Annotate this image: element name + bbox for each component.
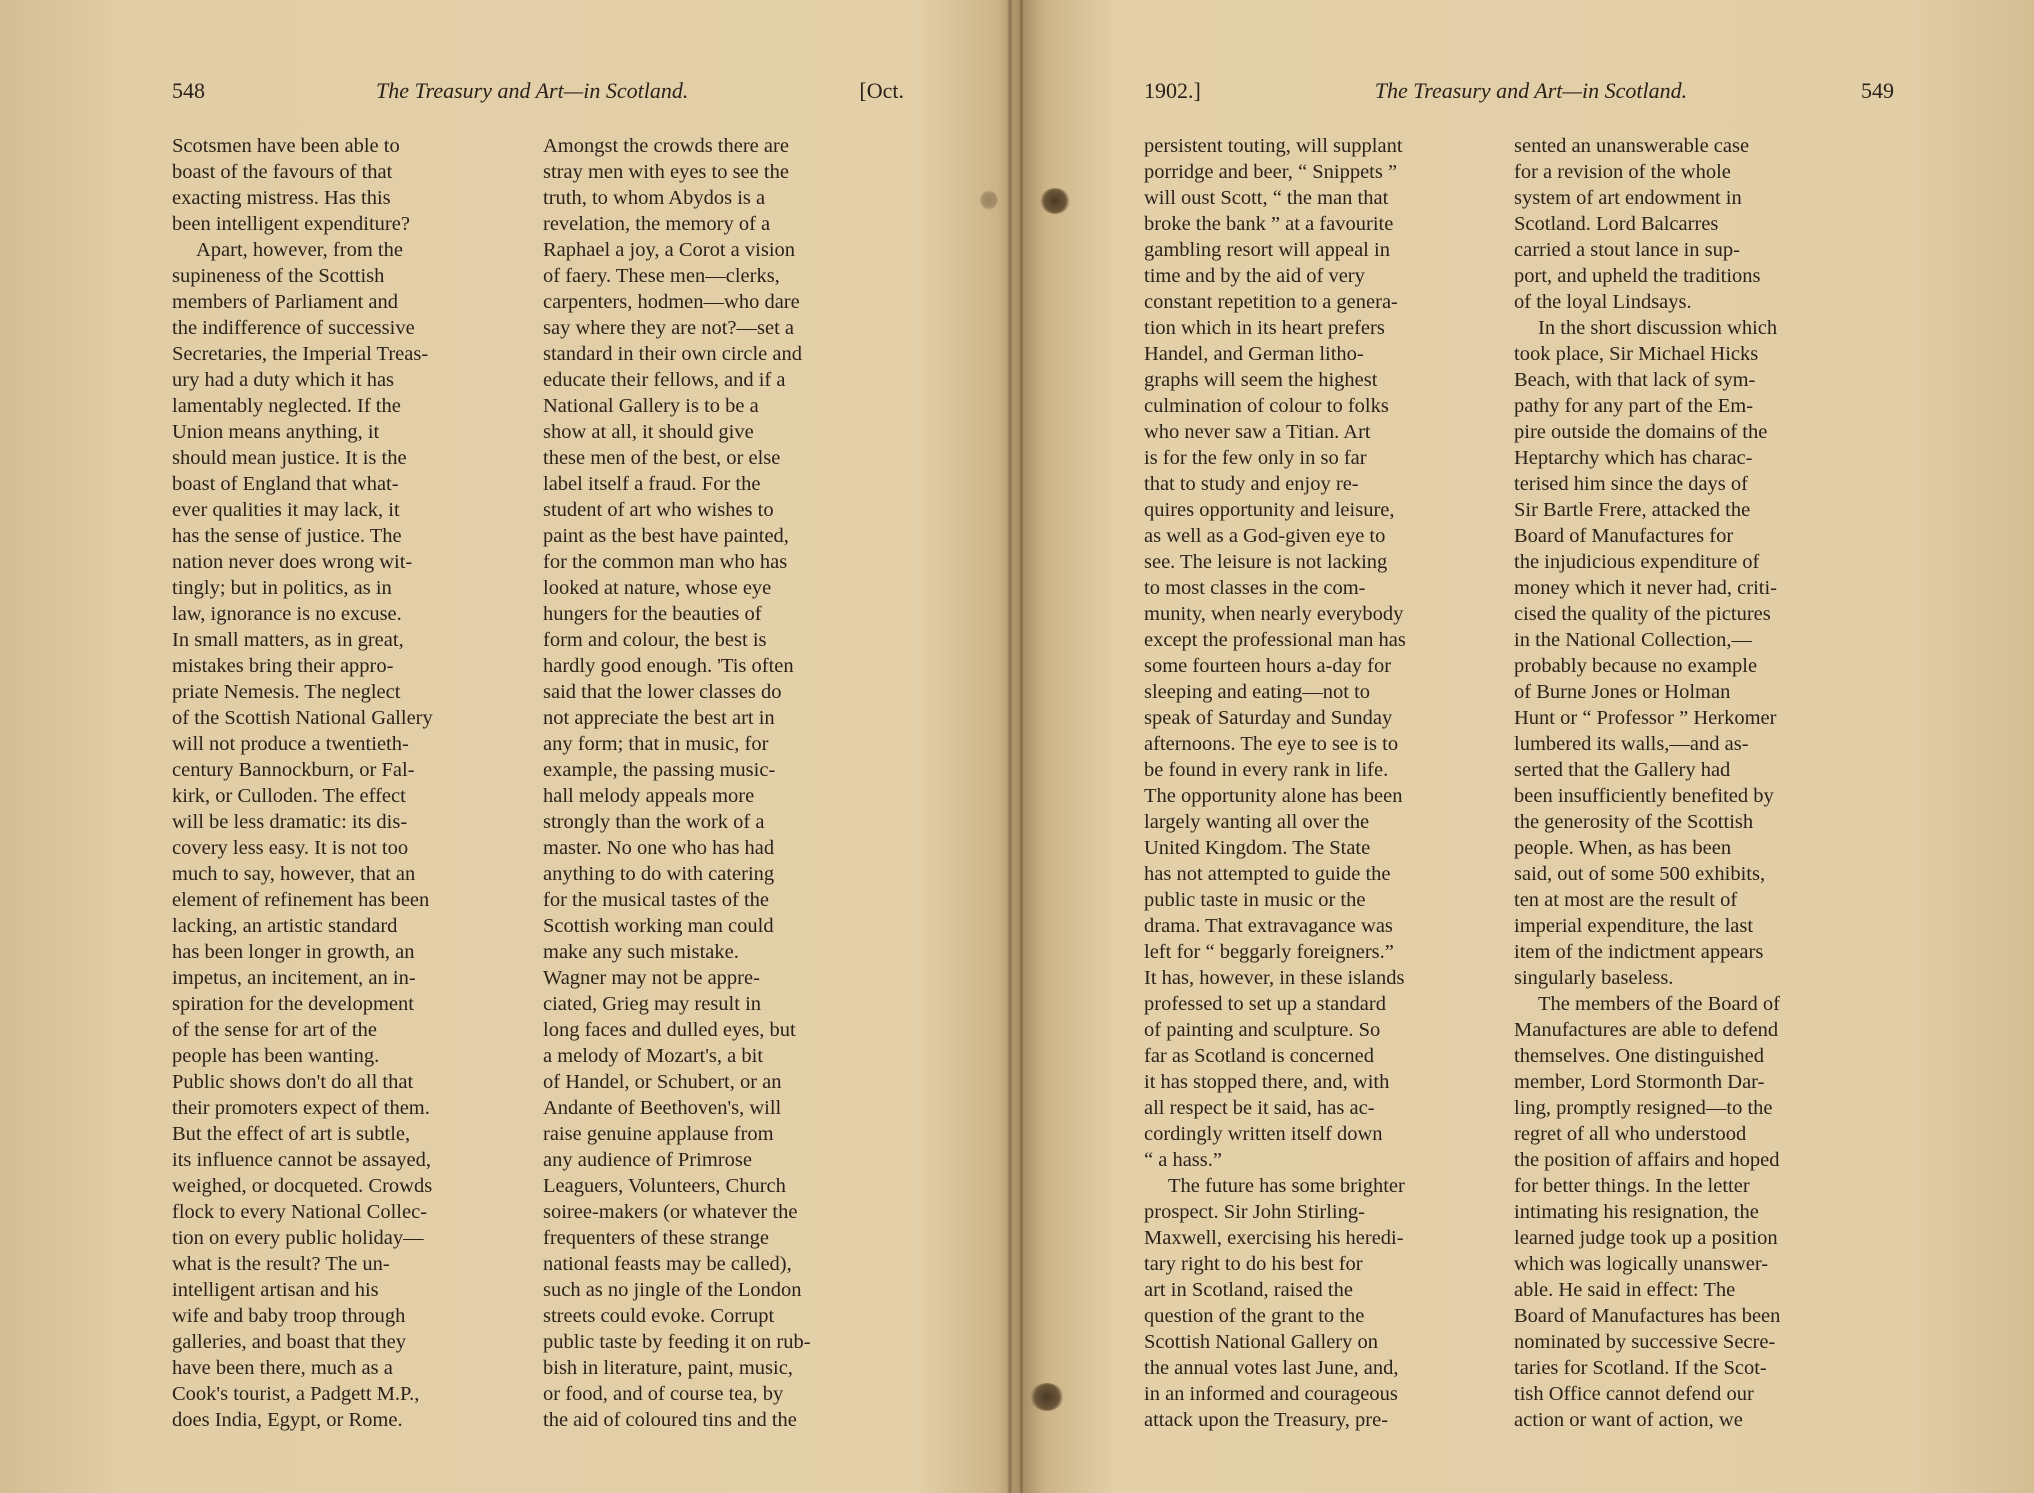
- right-running-year: 1902.]: [1144, 78, 1201, 103]
- paragraph: The future has some brighter prospect. Sir John Stirling- Maxwell, exercising his heredi- tary right to do his best for art in Scotland, raised the question of the grant to the Scottish National Gallery on the annual votes last June, and, in an informed and courageous attack upon the Treasury, pre-: [1144, 1175, 1405, 1431]
- left-running-title: The Treasury and Art—in Scotland.: [376, 78, 689, 103]
- binding-hole: [980, 190, 998, 210]
- left-column-2: [543, 133, 895, 1433]
- right-running-title: The Treasury and Art—in Scotland.: [1374, 78, 1688, 103]
- left-column-1: [172, 133, 524, 1433]
- paragraph: Scotsmen have been able to boast of the favours of that exacting mistress. Has this been intelligent expenditure?: [172, 135, 410, 235]
- left-running-head: [172, 78, 904, 112]
- right-column-2: [1514, 133, 1866, 1433]
- paragraph: sented an unanswerable case for a revision of the whole system of art endowment in Scotland. Lord Balcarres carried a stout lance in sup- port, and upheld the traditions of the loyal Lindsays.: [1514, 135, 1761, 313]
- right-page-number: 549: [1861, 78, 1894, 103]
- left-page: [0, 0, 1010, 1493]
- left-running-month: [Oct.: [859, 78, 904, 103]
- paragraph: The members of the Board of Manufactures are able to defend themselves. One distinguished member, Lord Stormonth Dar- ling, promptly resigned—to the regret of all who understood the position of affairs and hoped for better things. In the letter intimating his resignation, the learned judge took up a position which was logically unanswer- able. He said in effect: The Board of Manufactures has been nominated by successive Secre- taries for Scotland. If the Scot- tish Office cannot defend our action or want of action, we: [1514, 993, 1781, 1431]
- paragraph: Amongst the crowds there are stray men with eyes to see the truth, to whom Abydos is a revelation, the memory of a Raphael a joy, a Corot a vision of faery. These men—clerks, carpenters, hodmen—who dare say where they are not?—set a standard in their own circle and educate their fellows, and if a National Gallery is to be a show at all, it should give these men of the best, or else label itself a fraud. For the student of art who wishes to paint as the best have painted, for the common man who has looked at nature, whose eye hungers for the beauties of form and colour, the best is hardly good enough. 'Tis often said that the lower classes do not appreciate the best art in any form; that in music, for example, the passing music- hall melody appeals more strongly than the work of a master. No one who has had anything to do with catering for the musical tastes of the Scottish working man could make any such mistake. Wagner may not be appre- ciated, Grieg may result in long faces and dulled eyes, but a melody of Mozart's, a bit of Handel, or Schubert, or an Andante of Beethoven's, will raise genuine applause from any audience of Primrose Leaguers, Volunteers, Church soiree-makers (or whatever the frequenters of these strange national feasts may be called), such as no jingle of the London streets could evoke. Corrupt public taste by feeding it on rub- bish in literature, paint, music, or food, and of course tea, by the aid of coloured tins and the: [543, 135, 811, 1431]
- paragraph: Apart, however, from the supineness of the Scottish members of Parliament and the indifference of successive Secretaries, the Imperial Treas- ury had a duty which it has lamentably neglected. If the Union means anything, it should mean justice. It is the boast of England that what- ever qualities it may lack, it has the sense of justice. The nation never does wrong wit- tingly; but in politics, as in law, ignorance is no excuse. In small matters, as in great, mistakes bring their appro- priate Nemesis. The neglect of the Scottish National Gallery will not produce a twentieth- century Bannockburn, or Fal- kirk, or Culloden. The effect will be less dramatic: its dis- covery less easy. It is not too much to say, however, that an element of refinement has been lacking, an artistic standard has been longer in growth, an impetus, an incitement, an in- spiration for the development of the sense for art of the people has been wanting. Public shows don't do all that their promoters expect of them. But the effect of art is subtle, its influence cannot be assayed, weighed, or docqueted. Crowds flock to every National Collec- tion on every public holiday— what is the result? The un- intelligent artisan and his wife and baby troop through galleries, and boast that they have been there, much as a Cook's tourist, a Padgett M.P., does India, Egypt, or Rome.: [172, 239, 433, 1431]
- left-page-number: 548: [172, 78, 205, 103]
- book-gutter: [1007, 0, 1013, 1493]
- paragraph: persistent touting, will supplant porridge and beer, “ Snippets ” will oust Scott, “ the man that broke the bank ” at a favourite gambling resort will appeal in time and by the aid of very constant repetition to a genera- tion which in its heart prefers Handel, and German litho- graphs will seem the highest culmination of colour to folks who never saw a Titian. Art is for the few only in so far that to study and enjoy re- quires opportunity and leisure, as well as a God-given eye to see. The leisure is not lacking to most classes in the com- munity, when nearly everybody except the professional man has some fourteen hours a-day for sleeping and eating—not to speak of Saturday and Sunday afternoons. The eye to see is to be found in every rank in life. The opportunity alone has been largely wanting all over the United Kingdom. The State has not attempted to guide the public taste in music or the drama. That extravagance was left for “ beggarly foreigners.” It has, however, in these islands professed to set up a standard of painting and sculpture. So far as Scotland is concerned it has stopped there, and, with all respect be it said, has ac- cordingly written itself down “ a hass.”: [1144, 135, 1406, 1171]
- right-running-head: [1144, 78, 1894, 112]
- book-gutter-edge: [1020, 0, 1023, 1493]
- paragraph: In the short discussion which took place, Sir Michael Hicks Beach, with that lack of sym- pathy for any part of the Em- pire outside the domains of the Heptarchy which has charac- terised him since the days of Sir Bartle Frere, attacked the Board of Manufactures for the injudicious expenditure of money which it never had, criti- cised the quality of the pictures in the National Collection,— probably because no example of Burne Jones or Holman Hunt or “ Professor ” Herkomer lumbered its walls,—and as- serted that the Gallery had been insufficiently benefited by the generosity of the Scottish people. When, as has been said, out of some 500 exhibits, ten at most are the result of imperial expenditure, the last item of the indictment appears singularly baseless.: [1514, 317, 1778, 989]
- right-page: [1024, 0, 2034, 1493]
- right-column-1: [1144, 133, 1492, 1433]
